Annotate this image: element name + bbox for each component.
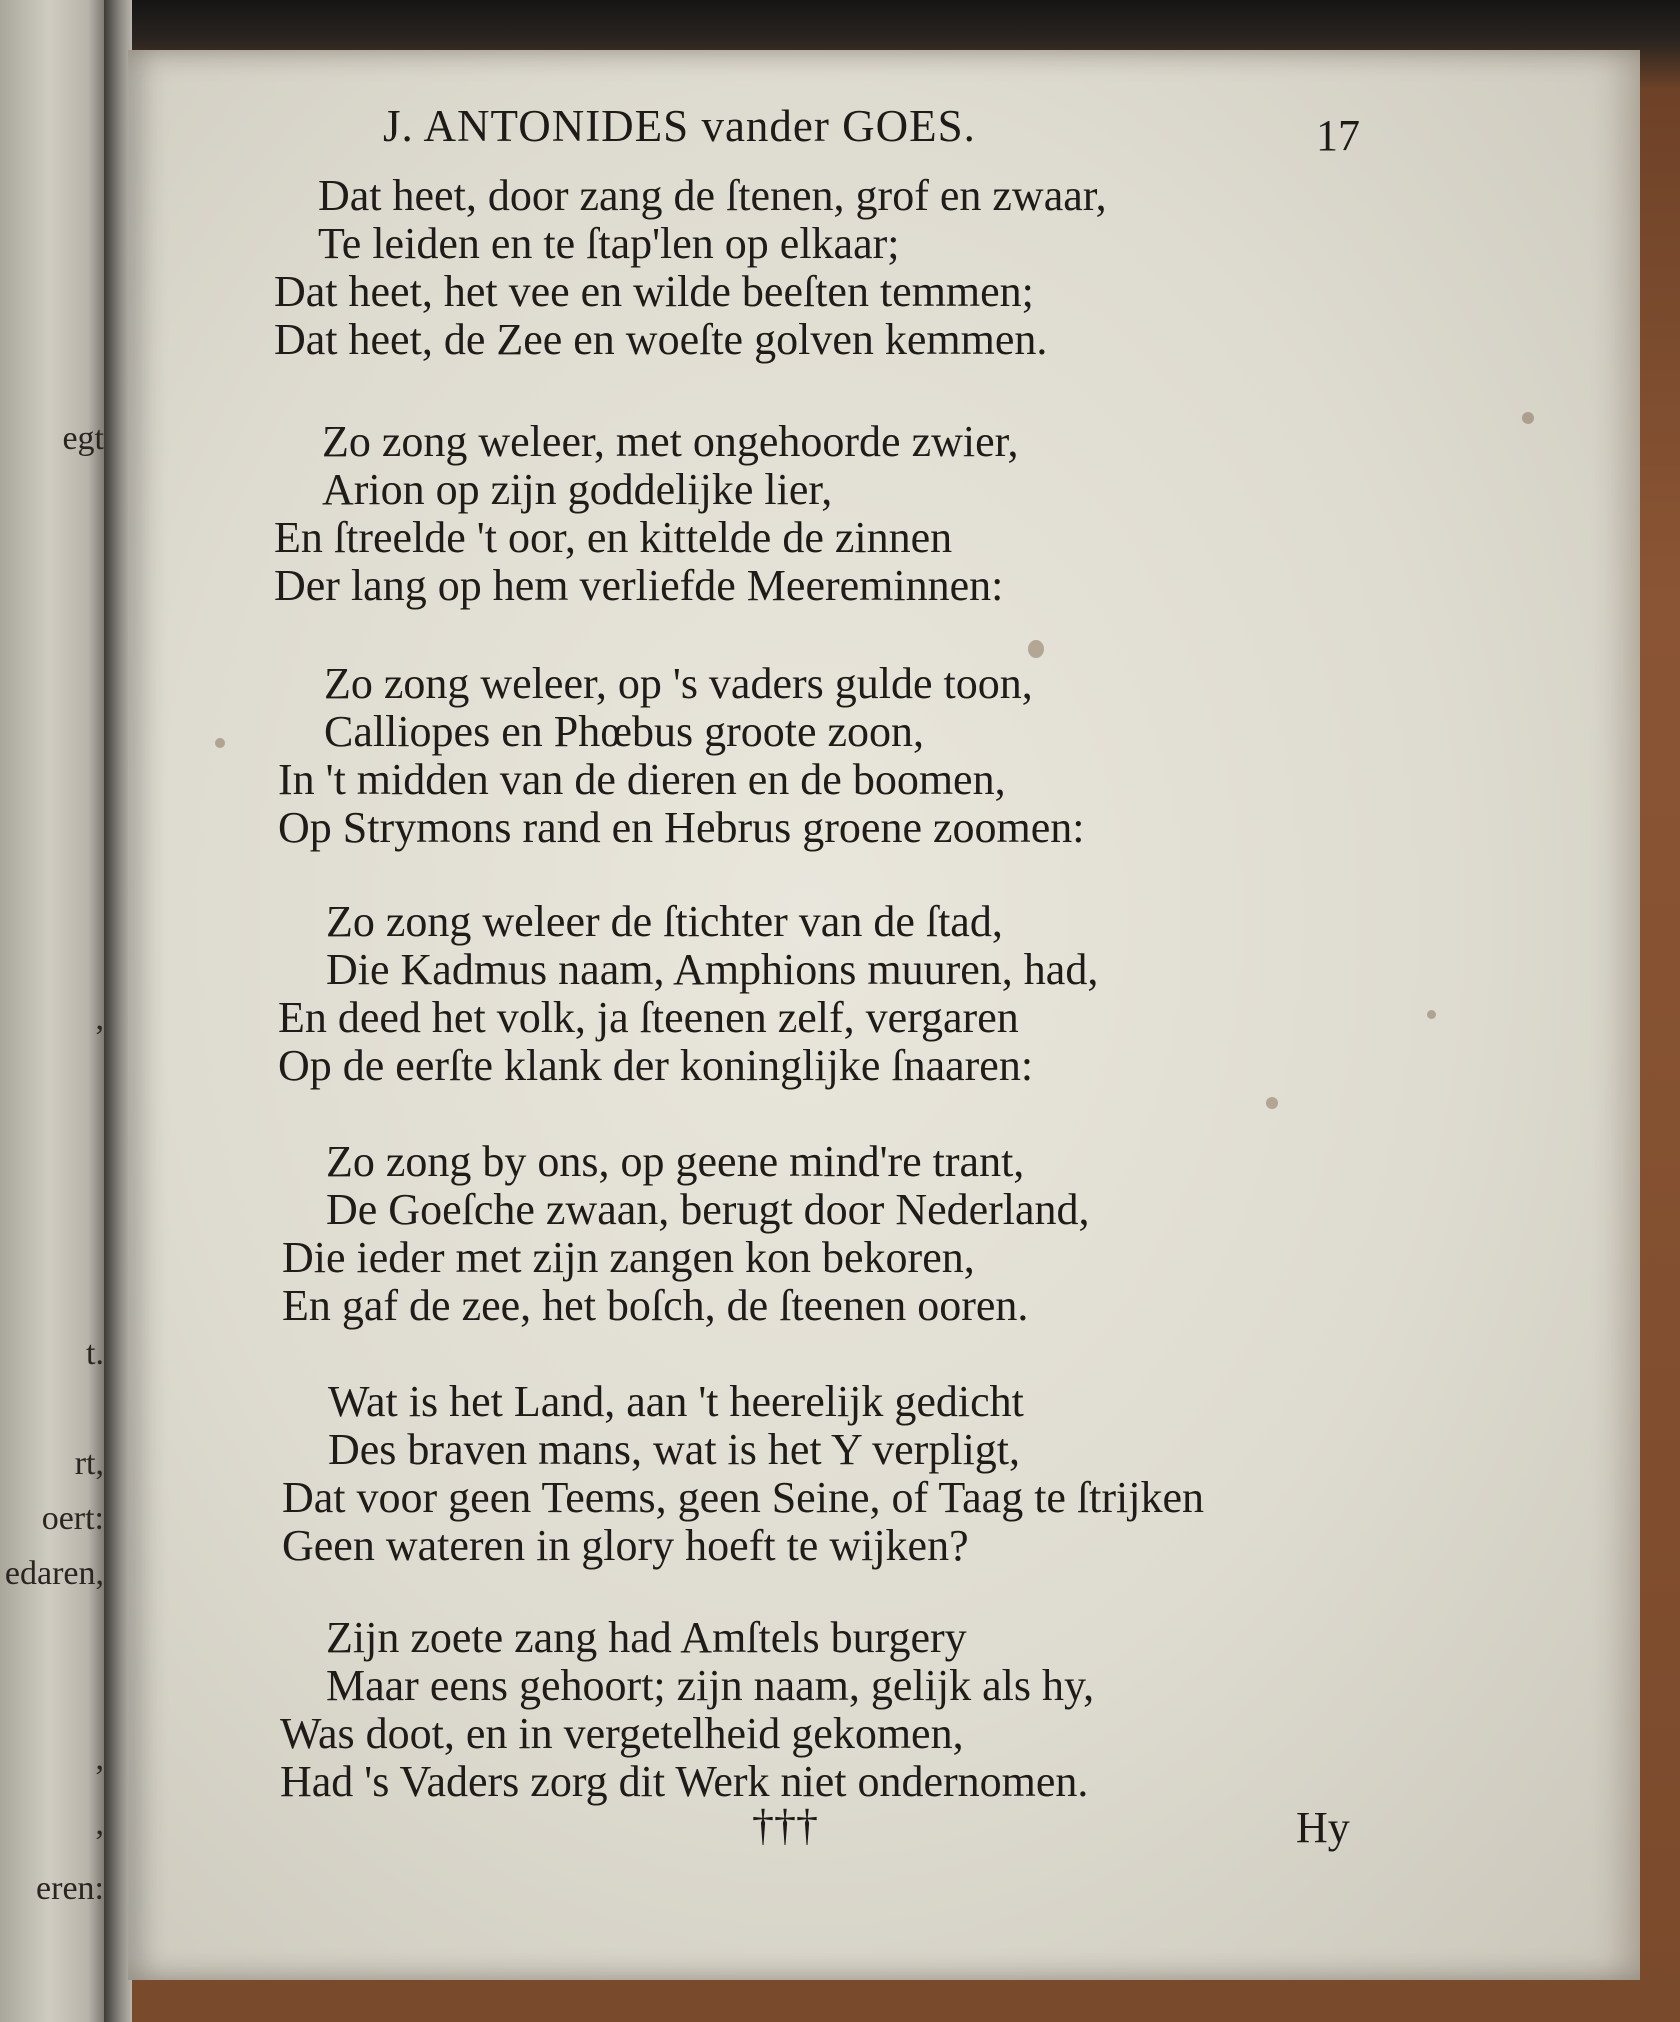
- verse-line: Dat heet, het vee en wilde beeſten temmen;: [274, 267, 1034, 316]
- verse-line: Zo zong weleer, met ongehoorde zwier,: [322, 417, 1019, 466]
- left-page-fragment: t.: [86, 1335, 104, 1372]
- left-page-fragment: ,: [95, 1805, 104, 1842]
- verse-line: Die Kadmus naam, Amphions muuren, had,: [326, 945, 1099, 994]
- left-page-fragment: rt,: [74, 1445, 104, 1482]
- verse-line: En gaf de zee, het boſch, de ſteenen ooren.: [282, 1281, 1029, 1330]
- verse-line: Zo zong weleer, op 's vaders gulde toon,: [324, 659, 1033, 708]
- running-title: J. ANTONIDES vander GOES.: [383, 101, 976, 151]
- verse-line: In 't midden van de dieren en de boomen,: [278, 755, 1006, 804]
- left-page-fragment: edaren,: [4, 1555, 104, 1592]
- page-number: 17: [1316, 111, 1360, 160]
- verse-line: En deed het volk, ja ſteenen zelf, vergaren: [278, 993, 1019, 1042]
- catchword: Hy: [1296, 1803, 1350, 1852]
- left-page-fragment: ,: [95, 1740, 104, 1777]
- verse-line: Dat voor geen Teems, geen Seine, of Taag te ſtrijken: [282, 1473, 1205, 1522]
- left-page-fragment: oert:: [41, 1500, 104, 1537]
- left-page-fragment: eren:: [36, 1870, 104, 1907]
- verse-line: Zo zong weleer de ſtichter van de ſtad,: [326, 897, 1003, 946]
- verse-line: Wat is het Land, aan 't heerelijk gedicht: [328, 1377, 1024, 1426]
- paper-speck: [215, 738, 225, 748]
- left-page-fragment: ,: [95, 1000, 104, 1037]
- paper-speck: [1522, 412, 1534, 424]
- verse-line: Maar eens gehoort; zijn naam, gelijk als hy,: [326, 1661, 1095, 1710]
- verse-line: Der lang op hem verliefde Meereminnen:: [274, 561, 1004, 610]
- verse-line: Op Strymons rand en Hebrus groene zoomen:: [278, 803, 1085, 852]
- paper-speck: [1266, 1097, 1278, 1109]
- verse-line: Die ieder met zijn zangen kon bekoren,: [282, 1233, 975, 1282]
- paper-speck: [1028, 640, 1044, 658]
- verse-line: Dat heet, door zang de ſtenen, grof en zwaar,: [318, 171, 1107, 220]
- verse-line: Calliopes en Phœbus groote zoon,: [324, 707, 925, 756]
- verse-line: Zo zong by ons, op geene mind're trant,: [326, 1137, 1025, 1186]
- verse-line: De Goeſche zwaan, berugt door Nederland,: [326, 1185, 1090, 1234]
- verse-line: Op de eerſte klank der koninglijke ſnaaren:: [278, 1041, 1034, 1090]
- verse-line: Dat heet, de Zee en woeſte golven kemmen.: [274, 315, 1048, 364]
- left-page-edge: [0, 0, 110, 2022]
- signature-mark: †††: [752, 1801, 818, 1850]
- verse-line: Had 's Vaders zorg dit Werk niet ondernomen.: [280, 1757, 1089, 1806]
- verse-line: En ſtreelde 't oor, en kittelde de zinnen: [274, 513, 953, 562]
- left-page-fragment: egt: [62, 420, 104, 457]
- verse-line: Zijn zoete zang had Amſtels burgery: [326, 1613, 967, 1662]
- verse-line: Te leiden en te ſtap'len op elkaar;: [318, 219, 900, 268]
- verse-line: Was doot, en in vergetelheid gekomen,: [280, 1709, 964, 1758]
- verse-line: Geen wateren in glory hoeft te wijken?: [282, 1521, 969, 1570]
- verse-line: Arion op zijn goddelijke lier,: [322, 465, 833, 514]
- verse-line: Des braven mans, wat is het Y verpligt,: [328, 1425, 1021, 1474]
- paper-speck: [1427, 1010, 1436, 1019]
